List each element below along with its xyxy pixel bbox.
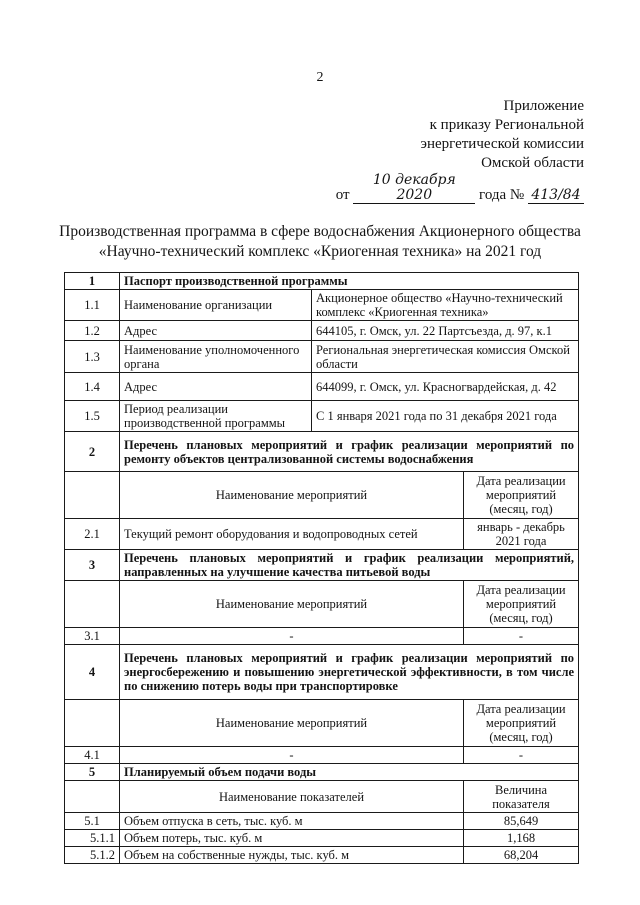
row-label: Период реализации производственной программы	[120, 401, 312, 432]
row-number: 1.5	[65, 401, 120, 432]
row-number: 1.2	[65, 321, 120, 341]
section-heading: Перечень плановых мероприятий и график реализации мероприятий, направленных на улучшение качества питьевой воды	[120, 550, 579, 581]
title-line-2: «Научно-технический комплекс «Криогенная техника» на 2021 год	[98, 243, 542, 260]
row-number: 5.1.2	[65, 847, 120, 864]
row-number: 2.1	[65, 519, 120, 550]
table-row	[65, 847, 579, 864]
column-header-name: Наименование мероприятий	[120, 700, 464, 747]
section-heading: Перечень плановых мероприятий и график реализации мероприятий по энергосбережению и повышению энергетической эффективности, в том числе по снижению потерь воды при транспортировке	[120, 645, 579, 700]
page-number: 2	[316, 70, 324, 85]
appendix-line-1: Приложение	[503, 98, 584, 114]
column-header-row	[65, 781, 579, 813]
handwritten-date: 10 декабря 2020	[353, 173, 475, 204]
row-value: С 1 января 2021 года по 31 декабря 2021 года	[312, 401, 579, 432]
from-label: от	[335, 187, 350, 203]
row-date: -	[464, 747, 579, 764]
column-header-row	[65, 472, 579, 519]
column-header-name: Наименование показателей	[120, 781, 464, 813]
row-label: Наименование уполномоченного органа	[120, 341, 312, 373]
table-row	[65, 830, 579, 847]
row-name: -	[120, 628, 464, 645]
row-number: 1.4	[65, 373, 120, 401]
table-row	[65, 341, 579, 373]
row-value: 85,649	[464, 813, 579, 830]
appendix-line-3: энергетической комиссии	[420, 136, 584, 152]
appendix-line-2: к приказу Региональной	[429, 117, 584, 133]
row-number: 5.1.1	[65, 830, 120, 847]
row-value: 1,168	[464, 830, 579, 847]
row-number: 4.1	[65, 747, 120, 764]
program-table	[64, 272, 579, 864]
row-number: 3.1	[65, 628, 120, 645]
row-number: 1.1	[65, 290, 120, 321]
row-name: Объем отпуска в сеть, тыс. куб. м	[120, 813, 464, 830]
table-row	[65, 401, 579, 432]
empty-cell	[65, 781, 120, 813]
table-row	[65, 290, 579, 321]
section-4-header	[65, 645, 579, 700]
row-number: 1.3	[65, 341, 120, 373]
section-5-header	[65, 764, 579, 781]
table-row	[65, 813, 579, 830]
row-value: 644105, г. Омск, ул. 22 Партсъезда, д. 97, к.1	[312, 321, 579, 341]
column-header-row	[65, 581, 579, 628]
row-value: Акционерное общество «Научно-технический комплекс «Криогенная техника»	[312, 290, 579, 321]
table-row	[65, 628, 579, 645]
column-header-date: Дата реализации мероприятий (месяц, год)	[464, 472, 579, 519]
row-label: Адрес	[120, 373, 312, 401]
column-header-row	[65, 700, 579, 747]
row-label: Наименование организации	[120, 290, 312, 321]
section-number: 4	[65, 645, 120, 700]
section-heading: Паспорт производственной программы	[120, 273, 579, 290]
row-name: Текущий ремонт оборудования и водопроводных сетей	[120, 519, 464, 550]
empty-cell	[65, 700, 120, 747]
year-label: года №	[479, 187, 525, 203]
row-value: Региональная энергетическая комиссия Омской области	[312, 341, 579, 373]
row-date: -	[464, 628, 579, 645]
appendix-block	[336, 97, 584, 205]
section-3-header	[65, 550, 579, 581]
row-label: Адрес	[120, 321, 312, 341]
document-title	[40, 222, 600, 262]
row-name: -	[120, 747, 464, 764]
row-date: январь - декабрь 2021 года	[464, 519, 579, 550]
appendix-order-line	[336, 173, 584, 205]
table-row	[65, 747, 579, 764]
table-row	[65, 321, 579, 341]
column-header-name: Наименование мероприятий	[120, 472, 464, 519]
empty-cell	[65, 472, 120, 519]
title-line-1: Производственная программа в сфере водоснабжения Акционерного общества	[59, 223, 581, 240]
appendix-line-4: Омской области	[481, 155, 584, 171]
section-heading: Перечень плановых мероприятий и график реализации мероприятий по ремонту объектов централизованной системы водоснабжения	[120, 432, 579, 472]
section-number: 1	[65, 273, 120, 290]
table-row	[65, 519, 579, 550]
section-number: 3	[65, 550, 120, 581]
row-value: 644099, г. Омск, ул. Красногвардейская, д. 42	[312, 373, 579, 401]
column-header-date: Дата реализации мероприятий (месяц, год)	[464, 581, 579, 628]
row-name: Объем на собственные нужды, тыс. куб. м	[120, 847, 464, 864]
empty-cell	[65, 581, 120, 628]
table-row	[65, 373, 579, 401]
column-header-date: Дата реализации мероприятий (месяц, год)	[464, 700, 579, 747]
section-number: 5	[65, 764, 120, 781]
section-1-header	[65, 273, 579, 290]
row-value: 68,204	[464, 847, 579, 864]
section-number: 2	[65, 432, 120, 472]
column-header-value: Величина показателя	[464, 781, 579, 813]
row-number: 5.1	[65, 813, 120, 830]
section-heading: Планируемый объем подачи воды	[120, 764, 579, 781]
row-name: Объем потерь, тыс. куб. м	[120, 830, 464, 847]
handwritten-number: 413/84	[528, 188, 584, 204]
section-2-header	[65, 432, 579, 472]
column-header-name: Наименование мероприятий	[120, 581, 464, 628]
